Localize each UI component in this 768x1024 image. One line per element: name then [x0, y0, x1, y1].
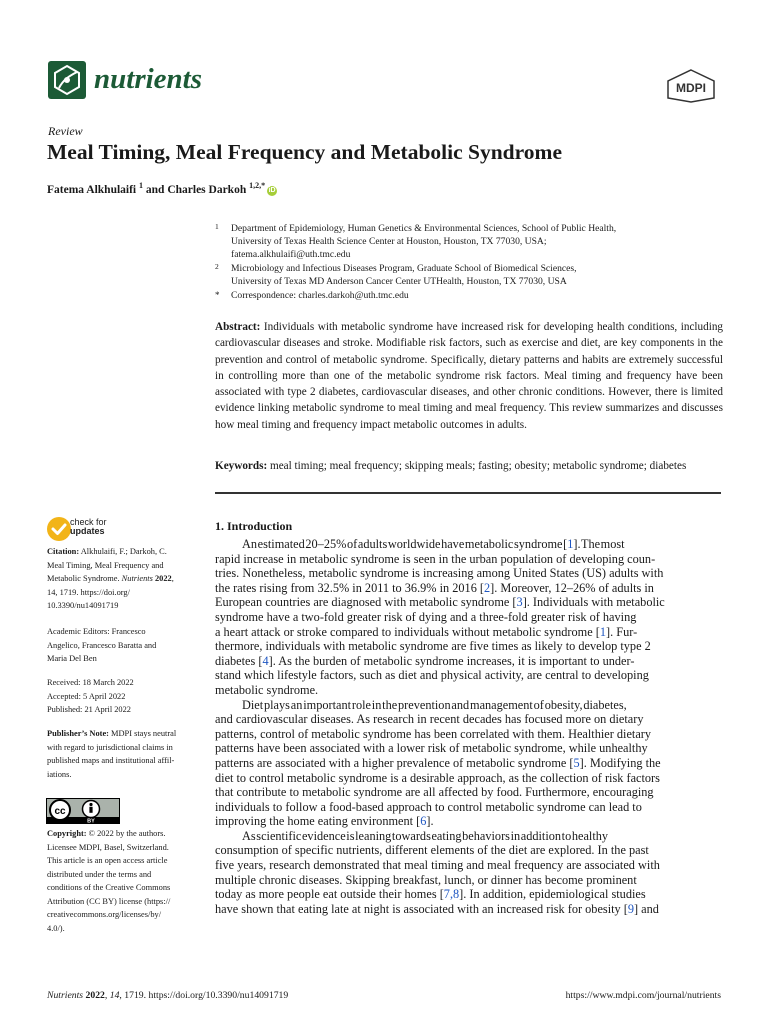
- publisher-note-line: published maps and institutional affil-: [47, 756, 175, 765]
- affiliation-ref: 1,2,: [249, 181, 262, 190]
- body-text: tries. Nonetheless, metabolic syndrome is increasing among United States (US) adults with: [215, 566, 664, 581]
- publisher-note-label: Publisher’s Note:: [47, 729, 109, 738]
- copyright-line: Licensee MDPI, Basel, Switzerland.: [47, 842, 169, 852]
- footer-volume: 14: [109, 990, 120, 1001]
- orcid-icon[interactable]: iD: [268, 186, 276, 194]
- body-text: have shown that eating late at night is associated with an increased risk for obesity [: [215, 901, 628, 916]
- editors-line: Maria Del Ben: [47, 654, 97, 663]
- mdpi-logo: [666, 69, 716, 103]
- publisher-note: [47, 727, 202, 781]
- journal-name: nutrients: [94, 63, 202, 95]
- citation-reference[interactable]: 1: [567, 537, 574, 551]
- copyright-block: [47, 827, 202, 935]
- license-link[interactable]: 4.0/).: [47, 923, 65, 933]
- body-text: ]. Modifying the: [579, 755, 661, 770]
- copyright-line: conditions of the Creative Commons: [47, 883, 171, 892]
- affiliation-line: Microbiology and Infectious Diseases Program, Graduate School of Biomedical Sciences,: [231, 263, 577, 274]
- copyright-line: Attribution (CC BY) license (https://: [47, 896, 171, 906]
- citation-line: Meal Timing, Meal Frequency and: [47, 560, 164, 570]
- keywords-label: Keywords:: [215, 460, 268, 472]
- body-text: ]. In addition, epidemiological studies: [459, 887, 646, 902]
- citation-label: Citation:: [47, 547, 80, 556]
- body-text: European countries are diagnosed with metabolic syndrome [: [215, 595, 517, 610]
- section-divider: [215, 492, 721, 494]
- affiliation-marker: 1: [215, 222, 219, 231]
- abstract: [215, 319, 723, 433]
- citation-reference[interactable]: 7,8: [443, 887, 460, 902]
- copyright-line: distributed under the terms and: [47, 869, 152, 879]
- citation-reference[interactable]: 9: [627, 901, 635, 916]
- citation-doi[interactable]: 14, 1719. https://doi.org/: [47, 587, 130, 597]
- body-text: ]. The most: [573, 537, 625, 551]
- body-text-line: [215, 887, 723, 902]
- check-updates-line: check for: [70, 517, 107, 527]
- body-text-line: [215, 902, 723, 917]
- citation-reference[interactable]: 5: [573, 755, 580, 770]
- article-type: Review: [48, 124, 83, 138]
- body-text: ].: [426, 814, 434, 829]
- body-text: syndrome have a two-fold greater risk of dying and a three-fold greater risk of having: [215, 609, 637, 624]
- author-list: [47, 181, 277, 196]
- author-name[interactable]: Fatema Alkhulaifi: [47, 183, 137, 196]
- introduction-body: [215, 537, 723, 916]
- body-text: As scientific evidence is leaning towards eating behaviors in addition to healthy: [242, 828, 609, 843]
- body-text: ]. As the burden of metabolic syndrome increases, it is important to under-: [268, 653, 635, 668]
- footer-journal: Nutrients: [47, 990, 84, 1001]
- affiliation-ref: 1: [139, 181, 144, 190]
- citation-block: Citation: Alkhulaifi, F.; Darkoh, C. Meal Timing, Meal Frequency and Metabolic Syndrome. Nutrients 2022, 14, 1719. https://doi.org/ 10.3390/nu14091719: [47, 545, 202, 613]
- body-text: multiple chronic diseases. Skipping breakfast, lunch, or dinner has become prominent: [215, 872, 637, 887]
- body-text: thermore, individuals with metabolic syndrome are five times as likely to develop type 2: [215, 639, 651, 654]
- body-text: diet to control metabolic syndrome is a desirable approach, as the collection of risk factors: [215, 770, 660, 785]
- citation-line: Alkhulaifi, F.; Darkoh, C.: [80, 547, 167, 556]
- received-date: Received: 18 March 2022: [47, 678, 134, 687]
- section-heading: 1. Introduction: [215, 519, 293, 533]
- body-text-line: [215, 814, 723, 829]
- footer-year: 2022: [85, 990, 105, 1001]
- body-text-line: [215, 639, 723, 654]
- keywords: [215, 458, 723, 474]
- body-text: improving the home eating environment [: [215, 814, 421, 829]
- body-text: patterns have been associated with a lower risk of metabolic syndrome, while unhealthy: [215, 741, 648, 756]
- footer-doi[interactable]: , 1719. https://doi.org/10.3390/nu14091719: [119, 990, 289, 1001]
- accepted-date: Accepted: 5 April 2022: [47, 691, 126, 701]
- footer-citation: Nutrients 2022, 14, 1719. https://doi.org/10.3390/nu14091719: [47, 990, 289, 1001]
- body-text-line: [215, 756, 723, 771]
- body-text: ]. Fur-: [606, 624, 638, 639]
- body-text-line: [215, 712, 723, 727]
- body-text: stand which lifestyle factors, such as diet and physical activity, are central to developing: [215, 668, 649, 683]
- affiliation-marker: 2: [215, 262, 219, 271]
- citation-reference[interactable]: 6: [420, 814, 427, 829]
- footer-url[interactable]: https://www.mdpi.com/journal/nutrients: [565, 990, 721, 1001]
- publisher-note-line: iations.: [47, 769, 72, 779]
- body-text-line: [215, 829, 723, 844]
- keywords-text: meal timing; meal frequency; skipping meals; fasting; obesity; metabolic syndrome; diabetes: [270, 460, 687, 472]
- body-text-line: [215, 873, 723, 888]
- citation-reference[interactable]: 1: [599, 624, 607, 639]
- body-text: ]. Individuals with metabolic: [522, 595, 665, 610]
- body-text-line: [215, 698, 723, 713]
- body-text: patterns, control of metabolic syndrome has been correlated with them. Healthier dietary: [215, 726, 652, 741]
- nutrients-logo: [47, 60, 87, 100]
- body-text-line: [215, 843, 723, 858]
- affiliation-marker: *: [215, 290, 220, 300]
- body-text-line: [215, 654, 723, 669]
- body-text: ] and: [634, 901, 659, 916]
- body-text-line: [215, 610, 723, 625]
- cc-badge-text: BY: [87, 818, 95, 824]
- citation-reference[interactable]: 4: [262, 653, 269, 668]
- body-text-line: [215, 771, 723, 786]
- body-text-line: [215, 552, 723, 567]
- article-title: Meal Timing, Meal Frequency and Metabolic Syndrome: [47, 140, 562, 164]
- body-text: that contribute to metabolic syndrome are all affected by food. Furthermore, encouraging: [215, 785, 654, 800]
- body-text: rapid increase in metabolic syndrome is seen in the urban population of developing coun-: [215, 551, 656, 566]
- copyright-line: © 2022 by the authors.: [86, 829, 166, 838]
- body-text: Diet plays an important role in the prevention and management of obesity, diabetes,: [242, 697, 627, 712]
- body-text-line: [215, 625, 723, 640]
- body-text: a heart attack or stroke compared to individuals without metabolic syndrome [: [215, 624, 600, 639]
- citation-reference[interactable]: 3: [516, 595, 523, 610]
- citation-journal: Nutrients: [121, 574, 153, 583]
- academic-editors: [47, 625, 202, 666]
- citation-doi[interactable]: 10.3390/nu14091719: [47, 601, 119, 610]
- affiliation-line: University of Texas MD Anderson Cancer Center UTHealth, Houston, TX 77030, USA: [231, 276, 567, 288]
- affiliation-email[interactable]: fatema.alkhulaifi@uth.tmc.edu: [231, 249, 351, 261]
- license-link[interactable]: creativecommons.org/licenses/by/: [47, 910, 162, 919]
- body-text: today as more people eat outside their homes [: [215, 887, 444, 902]
- mdpi-logo-text: MDPI: [676, 81, 706, 95]
- editors-line: Academic Editors: Francesco: [47, 627, 146, 636]
- affiliation-line: Department of Epidemiology, Human Genetics & Environmental Sciences, School of Public Health,: [231, 223, 617, 234]
- body-text: metabolic syndrome.: [215, 682, 319, 697]
- abstract-text: Individuals with metabolic syndrome have increased risk for developing health conditions, including cardiovascular diseases and stroke. Modifiable risk factors, such as exercise and diet, are key components in the prevention and control of metabolic syndrome. Specifically, dietary patterns and habits are extremely successful in controlling more than one of the metabolic syndrome risk factors. Meal timing and frequency have been associated with type 2 diabetes, cardiovascular diseases, and other chronic conditions. However, there is limited evidence linking metabolic syndrome to meal timing and meal frequency. This review summarizes and discusses how meal timing and frequency impact metabolic outcomes in adults.: [215, 321, 724, 431]
- check-updates-line: updates: [70, 526, 105, 536]
- copyright-label: Copyright:: [47, 829, 87, 838]
- body-text-line: [215, 683, 723, 698]
- body-text: the rates rising from 32.5% in 2011 to 36.9% in 2016 [: [215, 580, 485, 595]
- body-text: five years, research demonstrated that meal timing and meal frequency are associated with: [215, 858, 660, 873]
- publication-dates: [47, 676, 202, 717]
- editors-line: Angelico, Francesco Baratta and: [47, 640, 157, 650]
- citation-year: 2022: [154, 574, 172, 583]
- body-text: and cardiovascular diseases. As research in recent decades has focused more on dietary: [215, 712, 644, 727]
- body-text: consumption of specific nutrients, different elements of the diet are explored. In the past: [215, 843, 649, 858]
- body-text: An estimated 20–25% of adults worldwide have metabolic syndrome [: [242, 537, 568, 551]
- body-text-line: [215, 727, 723, 742]
- correspondence-line[interactable]: Correspondence: charles.darkoh@uth.tmc.edu: [231, 290, 409, 301]
- author-conjunction: and: [145, 183, 165, 196]
- copyright-line: This article is an open access article: [47, 856, 168, 865]
- publisher-note-line: MDPI stays neutral: [108, 729, 177, 738]
- citation-reference[interactable]: 2: [484, 580, 491, 595]
- body-text-line: [215, 785, 723, 800]
- body-text-line: [215, 741, 723, 756]
- body-text-line: [215, 566, 723, 581]
- body-text: individuals to follow a food-based approach to control metabolic syndrome can lead to: [215, 799, 642, 814]
- affiliation-line: University of Texas Health Science Center at Houston, Houston, TX 77030, USA;: [231, 236, 547, 248]
- publisher-note-line: with regard to jurisdictional claims in: [47, 742, 173, 752]
- check-updates-icon: [46, 516, 72, 542]
- body-text: patterns are associated with a higher prevalence of metabolic syndrome [: [215, 755, 574, 770]
- body-text-line: [215, 668, 723, 683]
- body-text-line: [215, 595, 723, 610]
- published-date: Published: 21 April 2022: [47, 705, 131, 714]
- corresponding-mark: *: [261, 181, 266, 190]
- body-text: ]. Moreover, 12–26% of adults in: [490, 580, 654, 595]
- author-name[interactable]: Charles Darkoh: [167, 183, 247, 196]
- body-text: diabetes [: [215, 653, 263, 668]
- body-text-line: [215, 800, 723, 815]
- citation-line: Metabolic Syndrome.: [47, 574, 122, 583]
- body-text-line: [215, 858, 723, 873]
- body-text-line: [215, 537, 723, 552]
- abstract-label: Abstract:: [215, 321, 261, 333]
- body-text-line: [215, 581, 723, 596]
- svg-text:cc: cc: [54, 806, 66, 817]
- cc-by-license-icon[interactable]: [46, 798, 120, 824]
